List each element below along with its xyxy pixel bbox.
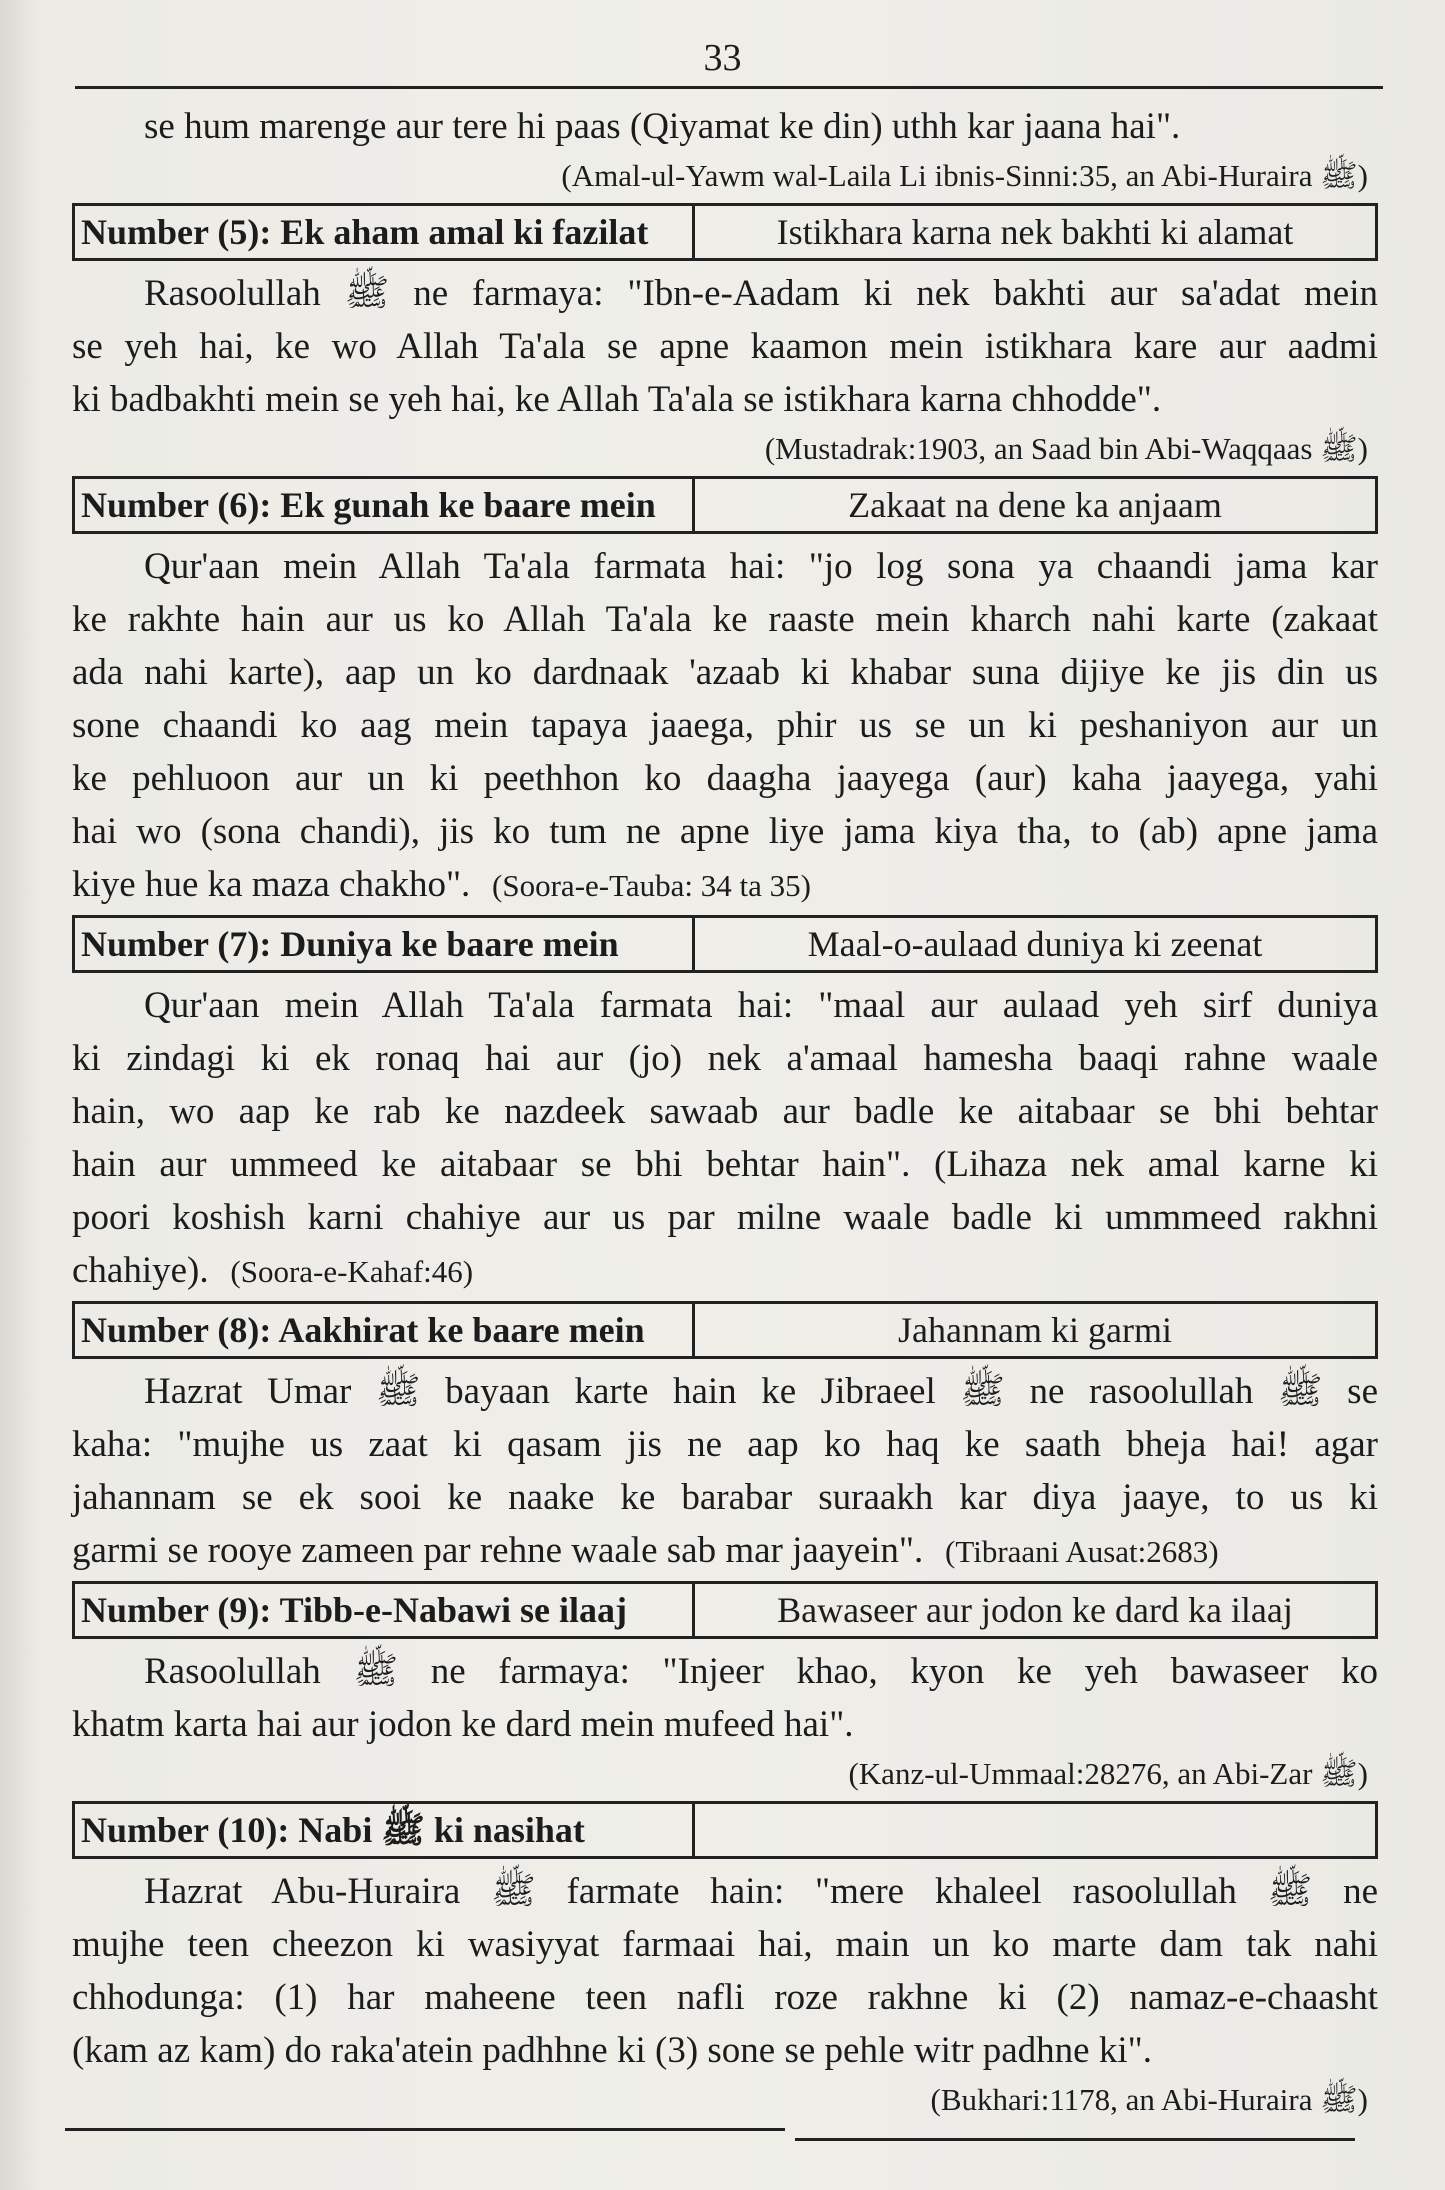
body-line: khatm karta hai aur jodon ke dard mein mufeed hai". [72,1704,854,1745]
body-line: mujhe teen cheezon ki wasiyyat farmaai hai, main un ko marte dam tak nahi [72,1924,1378,1965]
body-line: Rasoolullah ﷺ ne farmaya: "Ibn-e-Aadam ki nek bakhti aur sa'adat mein [144,273,1378,314]
body-line: Hazrat Abu-Huraira ﷺ farmate hain: "mere khaleel rasoolullah ﷺ ne [144,1871,1378,1912]
section-number-title: Number (6): Ek gunah ke baare mein [75,479,695,531]
section-subtitle: Bawaseer aur jodon ke dard ka ilaaj [777,1590,1293,1630]
page-number: 33 [703,37,742,79]
section-subtitle: Maal-o-aulaad duniya ki zeenat [807,924,1263,964]
body-line: ke pehluoon aur un ki peethhon ko daagha jaayega (aur) kaha jaayega, yahi [72,758,1378,799]
body-line: hain aur ummeed ke aitabaar se bhi behtar hain". (Lihaza nek amal karne ki [72,1144,1378,1185]
body-line: poori koshish karni chahiye aur us par milne waale badle ki ummmeed rakhni [72,1197,1378,1238]
body-line: chahiye). (Soora-e-Kahaf:46) [72,1250,474,1291]
section-number-title: Number (8): Aakhirat ke baare mein [75,1304,695,1356]
section-header [72,476,1378,534]
body-line: kiye hue ka maza chakho". (Soora-e-Tauba: 34 ta 35) [72,864,811,905]
body-line: (kam az kam) do raka'atein padhhne ki (3) sone se pehle witr padhne ki". [72,2030,1152,2071]
reference: (Bukhari:1178, an Abi-Huraira ﷺ) [930,2082,1368,2117]
section-header [72,915,1378,973]
top-rule [75,86,1383,89]
reference: (Kanz-ul-Ummaal:28276, an Abi-Zar ﷺ) [848,1756,1368,1791]
body-line: Rasoolullah ﷺ ne farmaya: "Injeer khao, kyon ke yeh bawaseer ko [144,1651,1378,1692]
body-line: sone chaandi ko aag mein tapaya jaaega, phir us se un ki peshaniyon aur un [72,705,1378,746]
section-header [72,203,1378,261]
section-number-title: Number (5): Ek aham amal ki fazilat [75,206,695,258]
body-line: hai wo (sona chandi), jis ko tum ne apne liye jama kiya tha, to (ab) apne jama [72,811,1378,852]
body-line: hain, wo aap ke rab ke nazdeek sawaab aur badle ke aitabaar se bhi behtar [72,1091,1378,1132]
body-line: ki zindagi ki ek ronaq hai aur (jo) nek a'amaal hamesha baaqi rahne waale [72,1038,1378,1079]
bottom-rule-right [795,2138,1355,2141]
bottom-rule-left [65,2128,785,2131]
section-header [72,1301,1378,1359]
body-line: ke rakhte hain aur us ko Allah Ta'ala ke raaste mein kharch nahi karte (zakaat [72,599,1378,640]
body-line: ada nahi karte), aap un ko dardnaak 'azaab ki khabar suna dijiye ke jis din us [72,652,1378,693]
section-subtitle: Istikhara karna nek bakhti ki alamat [776,212,1294,252]
body-line: garmi se rooye zameen par rehne waale sab mar jaayein". (Tibraani Ausat:2683) [72,1530,1219,1571]
body-line: chhodunga: (1) har maheene teen nafli roze rakhne ki (2) namaz-e-chaasht [72,1977,1378,2018]
body-line: ki badbakhti mein se yeh hai, ke Allah Ta'ala se istikhara karna chhodde". [72,379,1162,420]
section-number-title: Number (9): Tibb-e-Nabawi se ilaaj [75,1584,695,1636]
section-subtitle: Zakaat na dene ka anjaam [848,485,1222,525]
body-line: se yeh hai, ke wo Allah Ta'ala se apne kaamon mein istikhara kare aur aadmi [72,326,1378,367]
page-content [72,100,1378,2123]
reference: (Mustadrak:1903, an Saad bin Abi-Waqqaas ﷺ) [764,431,1368,466]
intro-reference: (Amal-ul-Yawm wal-Laila Li ibnis-Sinni:35, an Abi-Huraira ﷺ) [561,158,1368,193]
body-line: jahannam se ek sooi ke naake ke barabar suraakh kar diya jaaye, to us ki [72,1477,1378,1518]
body-line: Hazrat Umar ﷺ bayaan karte hain ke Jibraeel ﷺ ne rasoolullah ﷺ se [144,1371,1378,1412]
section-subtitle: Jahannam ki garmi [898,1310,1172,1350]
intro-line: se hum marenge aur tere hi paas (Qiyamat ke din) uthh kar jaana hai". [144,106,1181,147]
section-number-title: Number (10): Nabi ﷺ ki nasihat [75,1804,695,1856]
body-line: Qur'aan mein Allah Ta'ala farmata hai: "jo log sona ya chaandi jama kar [144,546,1378,587]
body-line: Qur'aan mein Allah Ta'ala farmata hai: "maal aur aulaad yeh sirf duniya [144,985,1378,1026]
reference: (Soora-e-Kahaf:46) [222,1254,474,1289]
body-line: kaha: "mujhe us zaat ki qasam jis ne aap ko haq ke saath bheja hai! agar [72,1424,1378,1465]
reference: (Tibraani Ausat:2683) [937,1534,1219,1569]
section-number-title: Number (7): Duniya ke baare mein [75,918,695,970]
sections-container [72,203,1378,2123]
section-header [72,1801,1378,1859]
reference: (Soora-e-Tauba: 34 ta 35) [484,868,811,903]
section-subtitle [695,1804,1375,1856]
section-header [72,1581,1378,1639]
